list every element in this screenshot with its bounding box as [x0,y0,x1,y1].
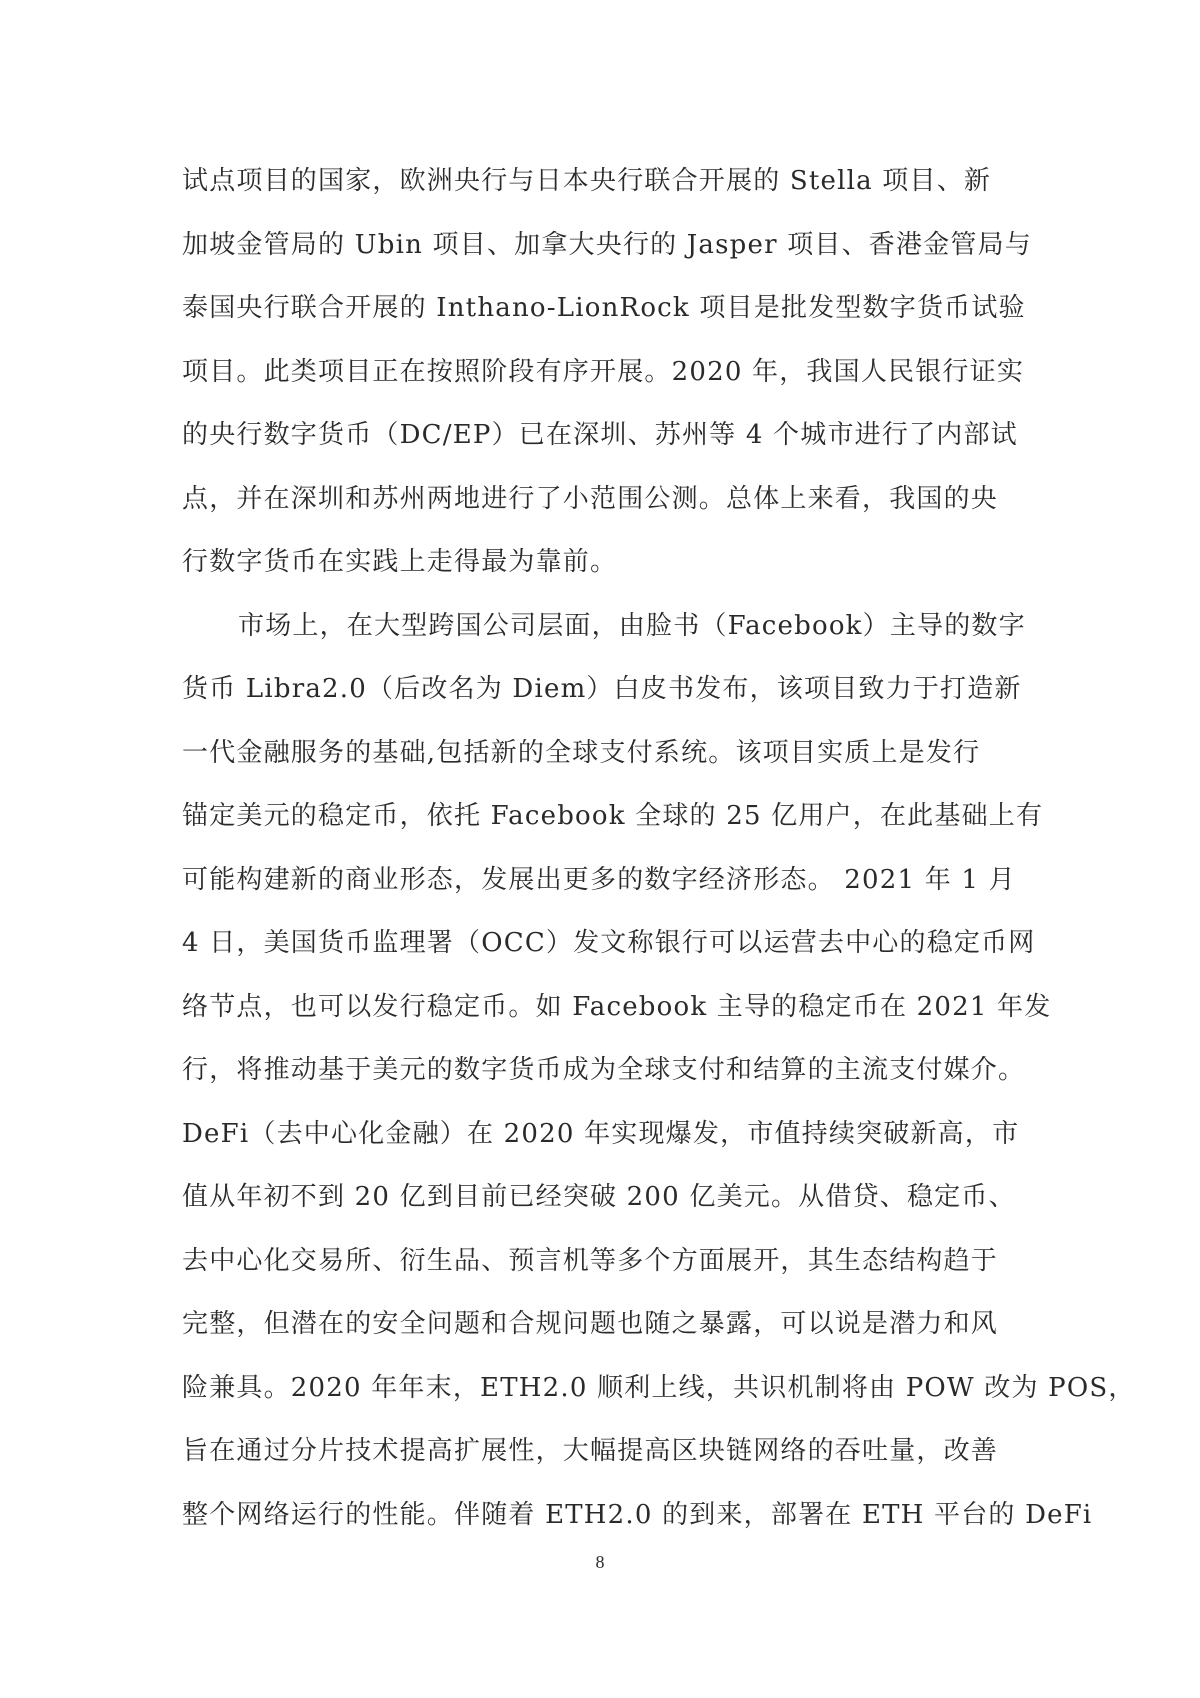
text-line: 值从年初不到 20 亿到目前已经突破 200 亿美元。从借贷、稳定币、 [182,1182,1016,1212]
text-line: 险兼具。2020 年年末，ETH2.0 顺利上线，共识机制将由 POW 改为 POS， [182,1372,1136,1403]
text-line: 一代金融服务的基础,包括新的全球支付系统。该项目实质上是发行 [182,737,981,768]
text-line: 旨在通过分片技术提高扩展性，大幅提高区块链网络的吞吐量，改善 [182,1436,999,1466]
text-line: 试点项目的国家，欧洲央行与日本央行联合开展的 Stella 项目、新 [182,166,992,196]
text-line: 行数字货币在实践上走得最为靠前。 [182,547,618,577]
text-line: 整个网络运行的性能。伴随着 ETH2.0 的到来，部署在 ETH 平台的 DeFi [182,1499,1093,1530]
text-line: 去中心化交易所、衍生品、预言机等多个方面展开，其生态结构趋于 [182,1245,999,1276]
text-line: 行，将推动基于美元的数字货币成为全球支付和结算的主流支付媒介。 [182,1055,1026,1085]
text-line: 市场上，在大型跨国公司层面，由脸书（Facebook）主导的数字 [238,610,1026,641]
text-line: 货币 Libra2.0（后改名为 Diem）白皮书发布，该项目致力于打造新 [182,674,1022,704]
page-number: 8 [595,1552,605,1572]
text-line: 点，并在深圳和苏州两地进行了小范围公测。总体上来看，我国的央 [182,483,999,514]
text-line: 的央行数字货币（DC/EP）已在深圳、苏州等 4 个城市进行了内部试 [182,420,1018,450]
text-line: 泰国央行联合开展的 Inthano-LionRock 项目是批发型数字货币试验 [182,293,1026,323]
text-line: 项目。此类项目正在按照阶段有序开展。2020 年，我国人民银行证实 [182,356,1025,387]
text-line: 可能构建新的商业形态，发展出更多的数字经济形态。 2021 年 1 月 [182,864,1016,895]
text-line: 4 日，美国货币监理署（OCC）发文称银行可以运营去中心的稳定币网 [182,928,1036,958]
text-line: 完整，但潜在的安全问题和合规问题也随之暴露，可以说是潜力和风 [182,1309,999,1339]
body-text [182,150,1136,1547]
text-line: 络节点，也可以发行稳定币。如 Facebook 主导的稳定币在 2021 年发 [182,991,1052,1022]
text-line: 加坡金管局的 Ubin 项目、加拿大央行的 Jasper 项目、香港金管局与 [182,229,1033,260]
text-line: DeFi（去中心化金融）在 2020 年实现爆发，市值持续突破新高，市 [182,1118,1020,1149]
text-line: 锚定美元的稳定币，依托 Facebook 全球的 25 亿用户，在此基础上有 [182,801,1044,831]
